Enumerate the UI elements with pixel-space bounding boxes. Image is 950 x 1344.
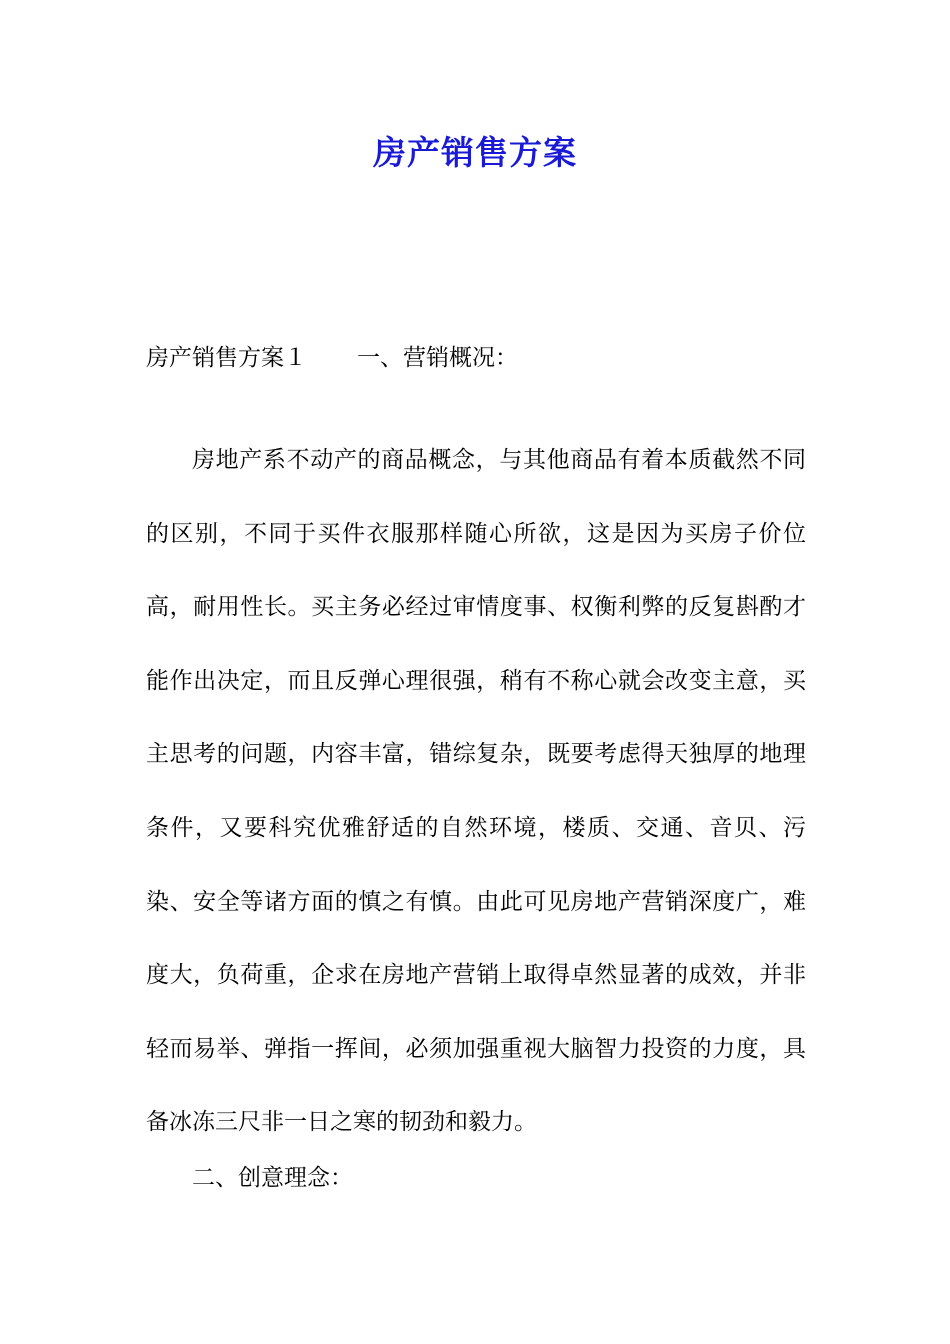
body-paragraph: 房地产系不动产的商品概念，与其他商品有着本质截然不同的区别，不同于买件衣服那样随心所欲，这是因为买房子价位高，耐用性长。买主务必经过审情度事、权衡利弊的反复斟酌才能作出决定，而且反弹心理很强，稍有不称心就会改变主意，买主思考的问题，内容丰富，错综复杂，既要考虑得天独厚的地理条件，又要科究优雅舒适的自然环境，楼质、交通、音贝、污染、安全等诸方面的慎之有慎。由此可见房地产营销深度广，难度大，负荷重，企求在房地产营销上取得卓然显著的成效，并非轻而易举、弹指一挥间，必须加强重视大脑智力投资的力度，具备冰冻三尺非一日之寒的韧劲和毅力。 (146, 447, 806, 1136)
sub-heading: 二、创意理念： (192, 1165, 353, 1191)
section-heading: 一、营销概况： (357, 345, 518, 371)
section-line (146, 346, 806, 371)
section-label: 房产销售方案１ (146, 345, 307, 371)
document-title: 房产销售方案 (373, 133, 577, 172)
